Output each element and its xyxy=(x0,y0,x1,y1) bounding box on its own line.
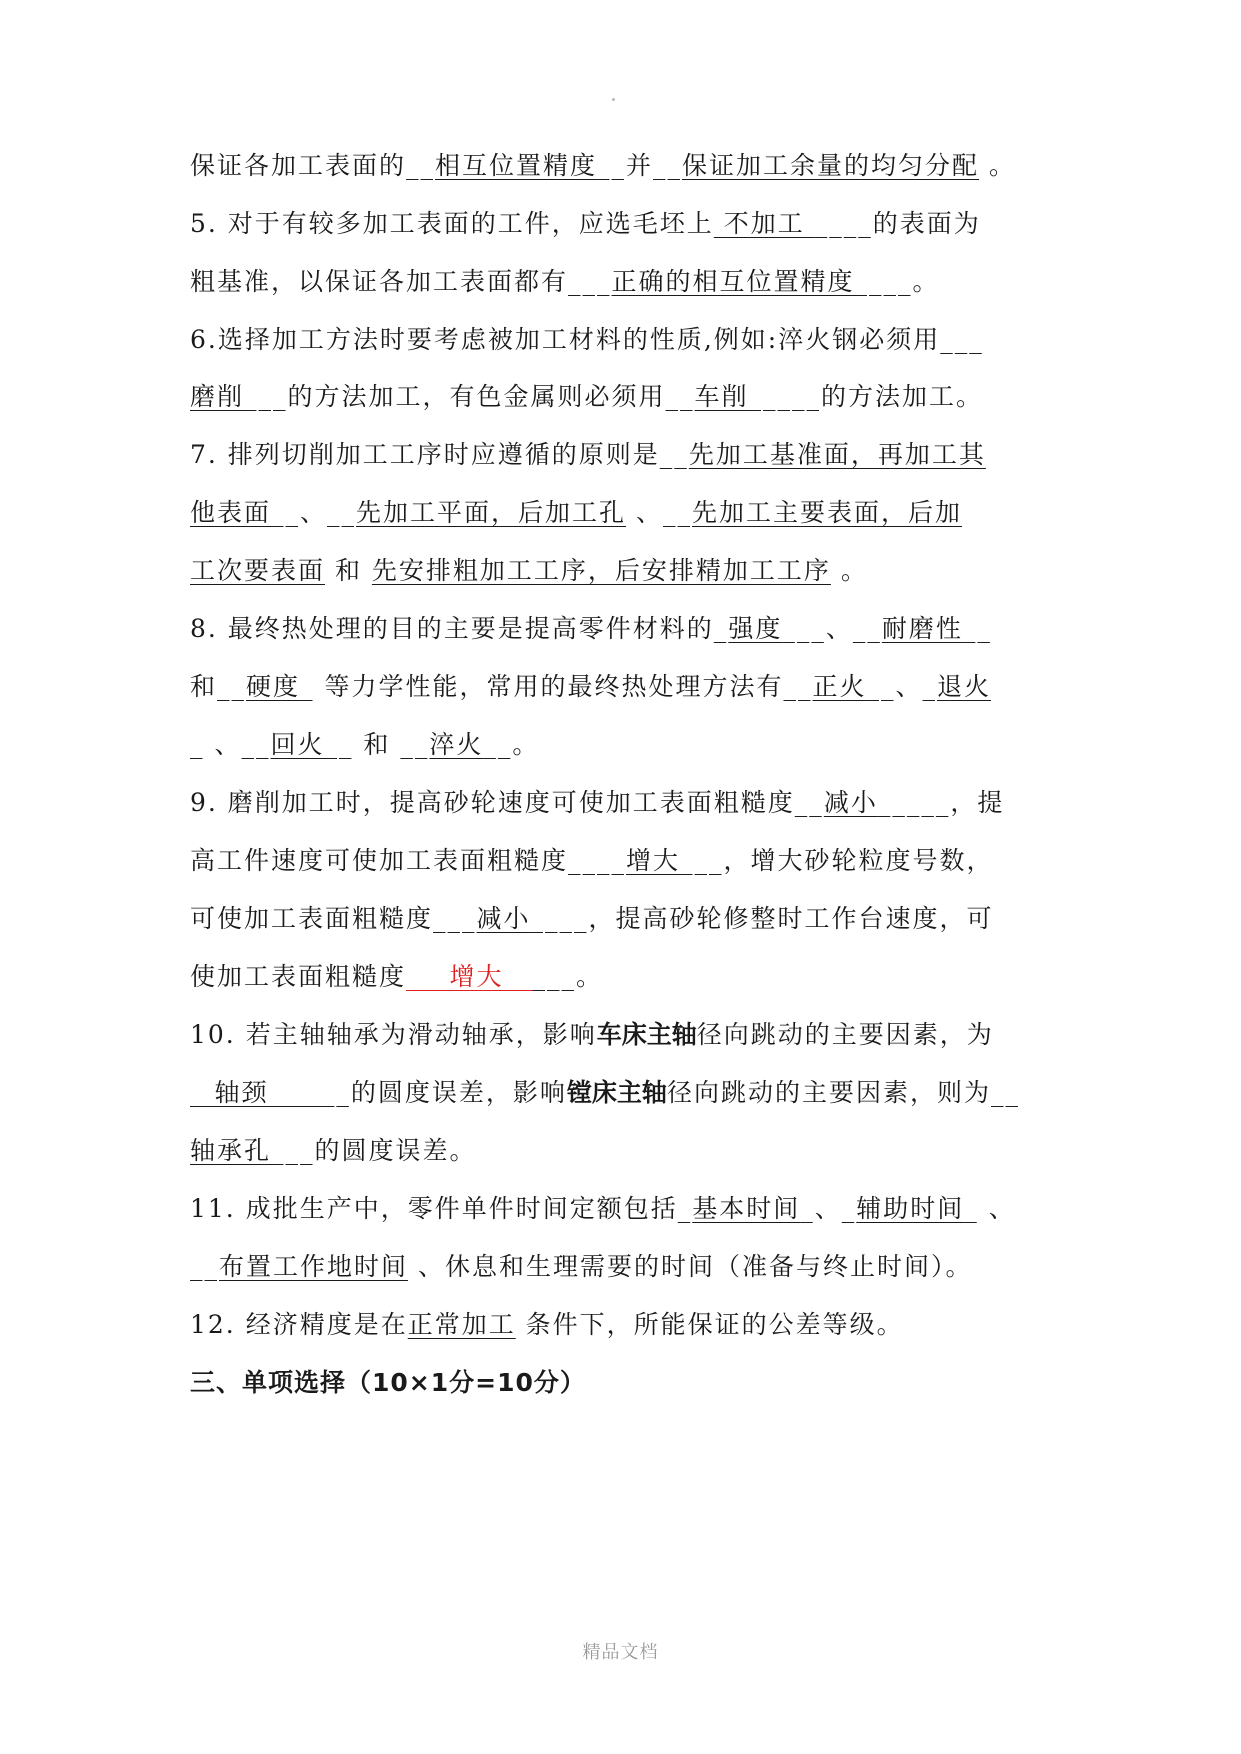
answer-blank: 耐磨性 xyxy=(881,614,963,643)
text-segment: 和 xyxy=(325,556,372,585)
answer-blank: 辅助时间 xyxy=(856,1194,965,1223)
answer-blank: 先加工主要表面，后加 xyxy=(692,498,963,527)
answer-blank: 正火 xyxy=(812,672,867,701)
text-segment: _ 等力学性能，常用的最终热处理方法有__ xyxy=(300,672,813,701)
answer-blank: 磨削 xyxy=(190,382,245,411)
text-line xyxy=(190,200,1070,248)
text-line xyxy=(190,489,1070,537)
text-segment: 高工件速度可使加工表面粗糙度____ xyxy=(190,846,627,875)
answer-blank: 不加工 xyxy=(713,209,815,238)
text-segment: 三、单项选择（10×1分=10分） xyxy=(190,1368,586,1397)
answer-blank: 先加工基准面，再加工其 xyxy=(688,440,986,469)
text-line xyxy=(190,1069,1070,1117)
text-segment: 、__ xyxy=(626,498,692,527)
text-segment: 可使加工表面粗糙度___ xyxy=(190,904,477,933)
answer-blank: 先加工平面，后加工孔 xyxy=(356,498,627,527)
answer-blank: 淬火 xyxy=(429,730,484,759)
text-line xyxy=(190,1127,1070,1175)
bold-term: 镗床主轴 xyxy=(566,1078,667,1107)
answer-blank: 保证加工余量的均匀分配 xyxy=(682,151,980,180)
text-line xyxy=(190,1185,1070,1233)
answer-blank: 车削 xyxy=(694,382,749,411)
text-segment: 径向跳动的主要因素，则为__ xyxy=(666,1078,1020,1107)
text-segment: 5. 对于有较多加工表面的工件，应选毛坯上 xyxy=(190,209,714,238)
answer-blank: 基本时间 xyxy=(692,1194,801,1223)
answer-blank: 增大 xyxy=(626,846,681,875)
text-segment: ___，增大砂轮粒度号数， xyxy=(680,846,994,875)
text-segment: 粗基准，以保证各加工表面都有___ xyxy=(190,267,612,296)
text-segment: 6.选择加工方法时要考虑被加工材料的性质,例如:淬火钢必须用___ xyxy=(190,325,984,354)
text-line xyxy=(190,316,1070,364)
text-segment: ___、__ xyxy=(782,614,882,643)
text-segment: 保证各加工表面的__ xyxy=(190,151,436,180)
text-segment: __并__ xyxy=(597,151,683,180)
text-segment: _、_ xyxy=(800,1194,857,1223)
text-segment: __、__ xyxy=(271,498,357,527)
text-segment: _____的方法加工。 xyxy=(748,382,984,411)
text-segment: ___。 xyxy=(532,962,604,991)
text-segment: 使加工表面粗糙度 xyxy=(190,962,407,991)
text-line xyxy=(190,663,1070,711)
text-segment: __ 和 __ xyxy=(324,730,430,759)
text-line xyxy=(190,605,1070,653)
answer-blank: 布置工作地时间 xyxy=(219,1252,409,1281)
answer-blank: _ 轴颈 ___ xyxy=(190,1078,322,1107)
text-segment: 。 xyxy=(979,151,1017,180)
text-segment: ___的圆度误差。 xyxy=(271,1136,477,1165)
text-segment: ___的方法加工，有色金属则必须用__ xyxy=(244,382,695,411)
text-segment: __、_ xyxy=(866,672,938,701)
answer-blank: 他表面 xyxy=(190,498,272,527)
text-segment: 。 xyxy=(830,556,868,585)
text-segment: 9. 磨削加工时，提高砂轮速度可使加工表面粗糙度__ xyxy=(190,788,824,817)
text-line xyxy=(190,258,1070,306)
text-line xyxy=(190,895,1070,943)
answer-blank: 减小 xyxy=(823,788,878,817)
text-segment: __。 xyxy=(483,730,540,759)
bold-term: 车床主轴 xyxy=(596,1020,697,1049)
text-line xyxy=(190,721,1070,769)
text-segment: 11. 成批生产中，零件单件时间定额包括_ xyxy=(190,1194,693,1223)
text-segment: ____，提高砂轮修整时工作台速度，可 xyxy=(530,904,994,933)
text-segment: 12. 经济精度是在 xyxy=(190,1310,408,1339)
text-segment: __ xyxy=(962,614,992,643)
text-line xyxy=(190,953,1070,1001)
section-heading xyxy=(190,1359,1070,1407)
text-segment: __的圆度误差，影响 xyxy=(321,1078,567,1107)
answer-blank: 正确的相互位置精度 xyxy=(611,267,855,296)
text-segment: 8. 最终热处理的目的主要是提高零件材料的_ xyxy=(190,614,729,643)
text-line xyxy=(190,547,1070,595)
text-line xyxy=(190,1243,1070,1291)
text-segment: __ xyxy=(190,1252,219,1281)
answer-blank: 回火 xyxy=(270,730,325,759)
text-segment: _____，提 xyxy=(877,788,1005,817)
answer-blank: ___增大__ xyxy=(406,962,533,991)
answer-blank: 轴承孔 xyxy=(190,1136,272,1165)
text-line xyxy=(190,142,1070,190)
answer-blank: 退火 xyxy=(937,672,992,701)
text-segment: 、休息和生理需要的时间（准备与终止时间）。 xyxy=(408,1252,973,1281)
text-segment: ____。 xyxy=(854,267,940,296)
text-segment: ____的表面为 xyxy=(814,209,981,238)
text-line xyxy=(190,779,1070,827)
text-segment: 7. 排列切削加工工序时应遵循的原则是__ xyxy=(190,440,689,469)
page-footer: 精品文档 xyxy=(582,1642,659,1663)
header-mark xyxy=(612,98,615,101)
text-line xyxy=(190,1301,1070,1349)
answer-blank: 工次要表面 xyxy=(190,556,326,585)
text-segment: 10. 若主轴轴承为滑动轴承，影响 xyxy=(190,1020,597,1049)
text-line xyxy=(190,431,1070,479)
answer-blank: 先安排粗加工工序，后安排精加工工序 xyxy=(371,556,831,585)
text-segment: 条件下，所能保证的公差等级。 xyxy=(515,1310,904,1339)
answer-blank: 减小 xyxy=(476,904,531,933)
text-segment: 径向跳动的主要因素，为 xyxy=(696,1020,994,1049)
answer-blank: 正常加工 xyxy=(407,1310,516,1339)
answer-blank: 相互位置精度 xyxy=(435,151,598,180)
text-line xyxy=(190,837,1070,885)
text-segment: 和__ xyxy=(190,672,247,701)
answer-blank: 硬度 xyxy=(246,672,301,701)
text-segment: _ 、__ xyxy=(190,730,271,759)
text-line xyxy=(190,1011,1070,1059)
text-segment: _ 、 xyxy=(964,1194,1016,1223)
text-line xyxy=(190,373,1070,421)
answer-blank: 强度 xyxy=(728,614,783,643)
